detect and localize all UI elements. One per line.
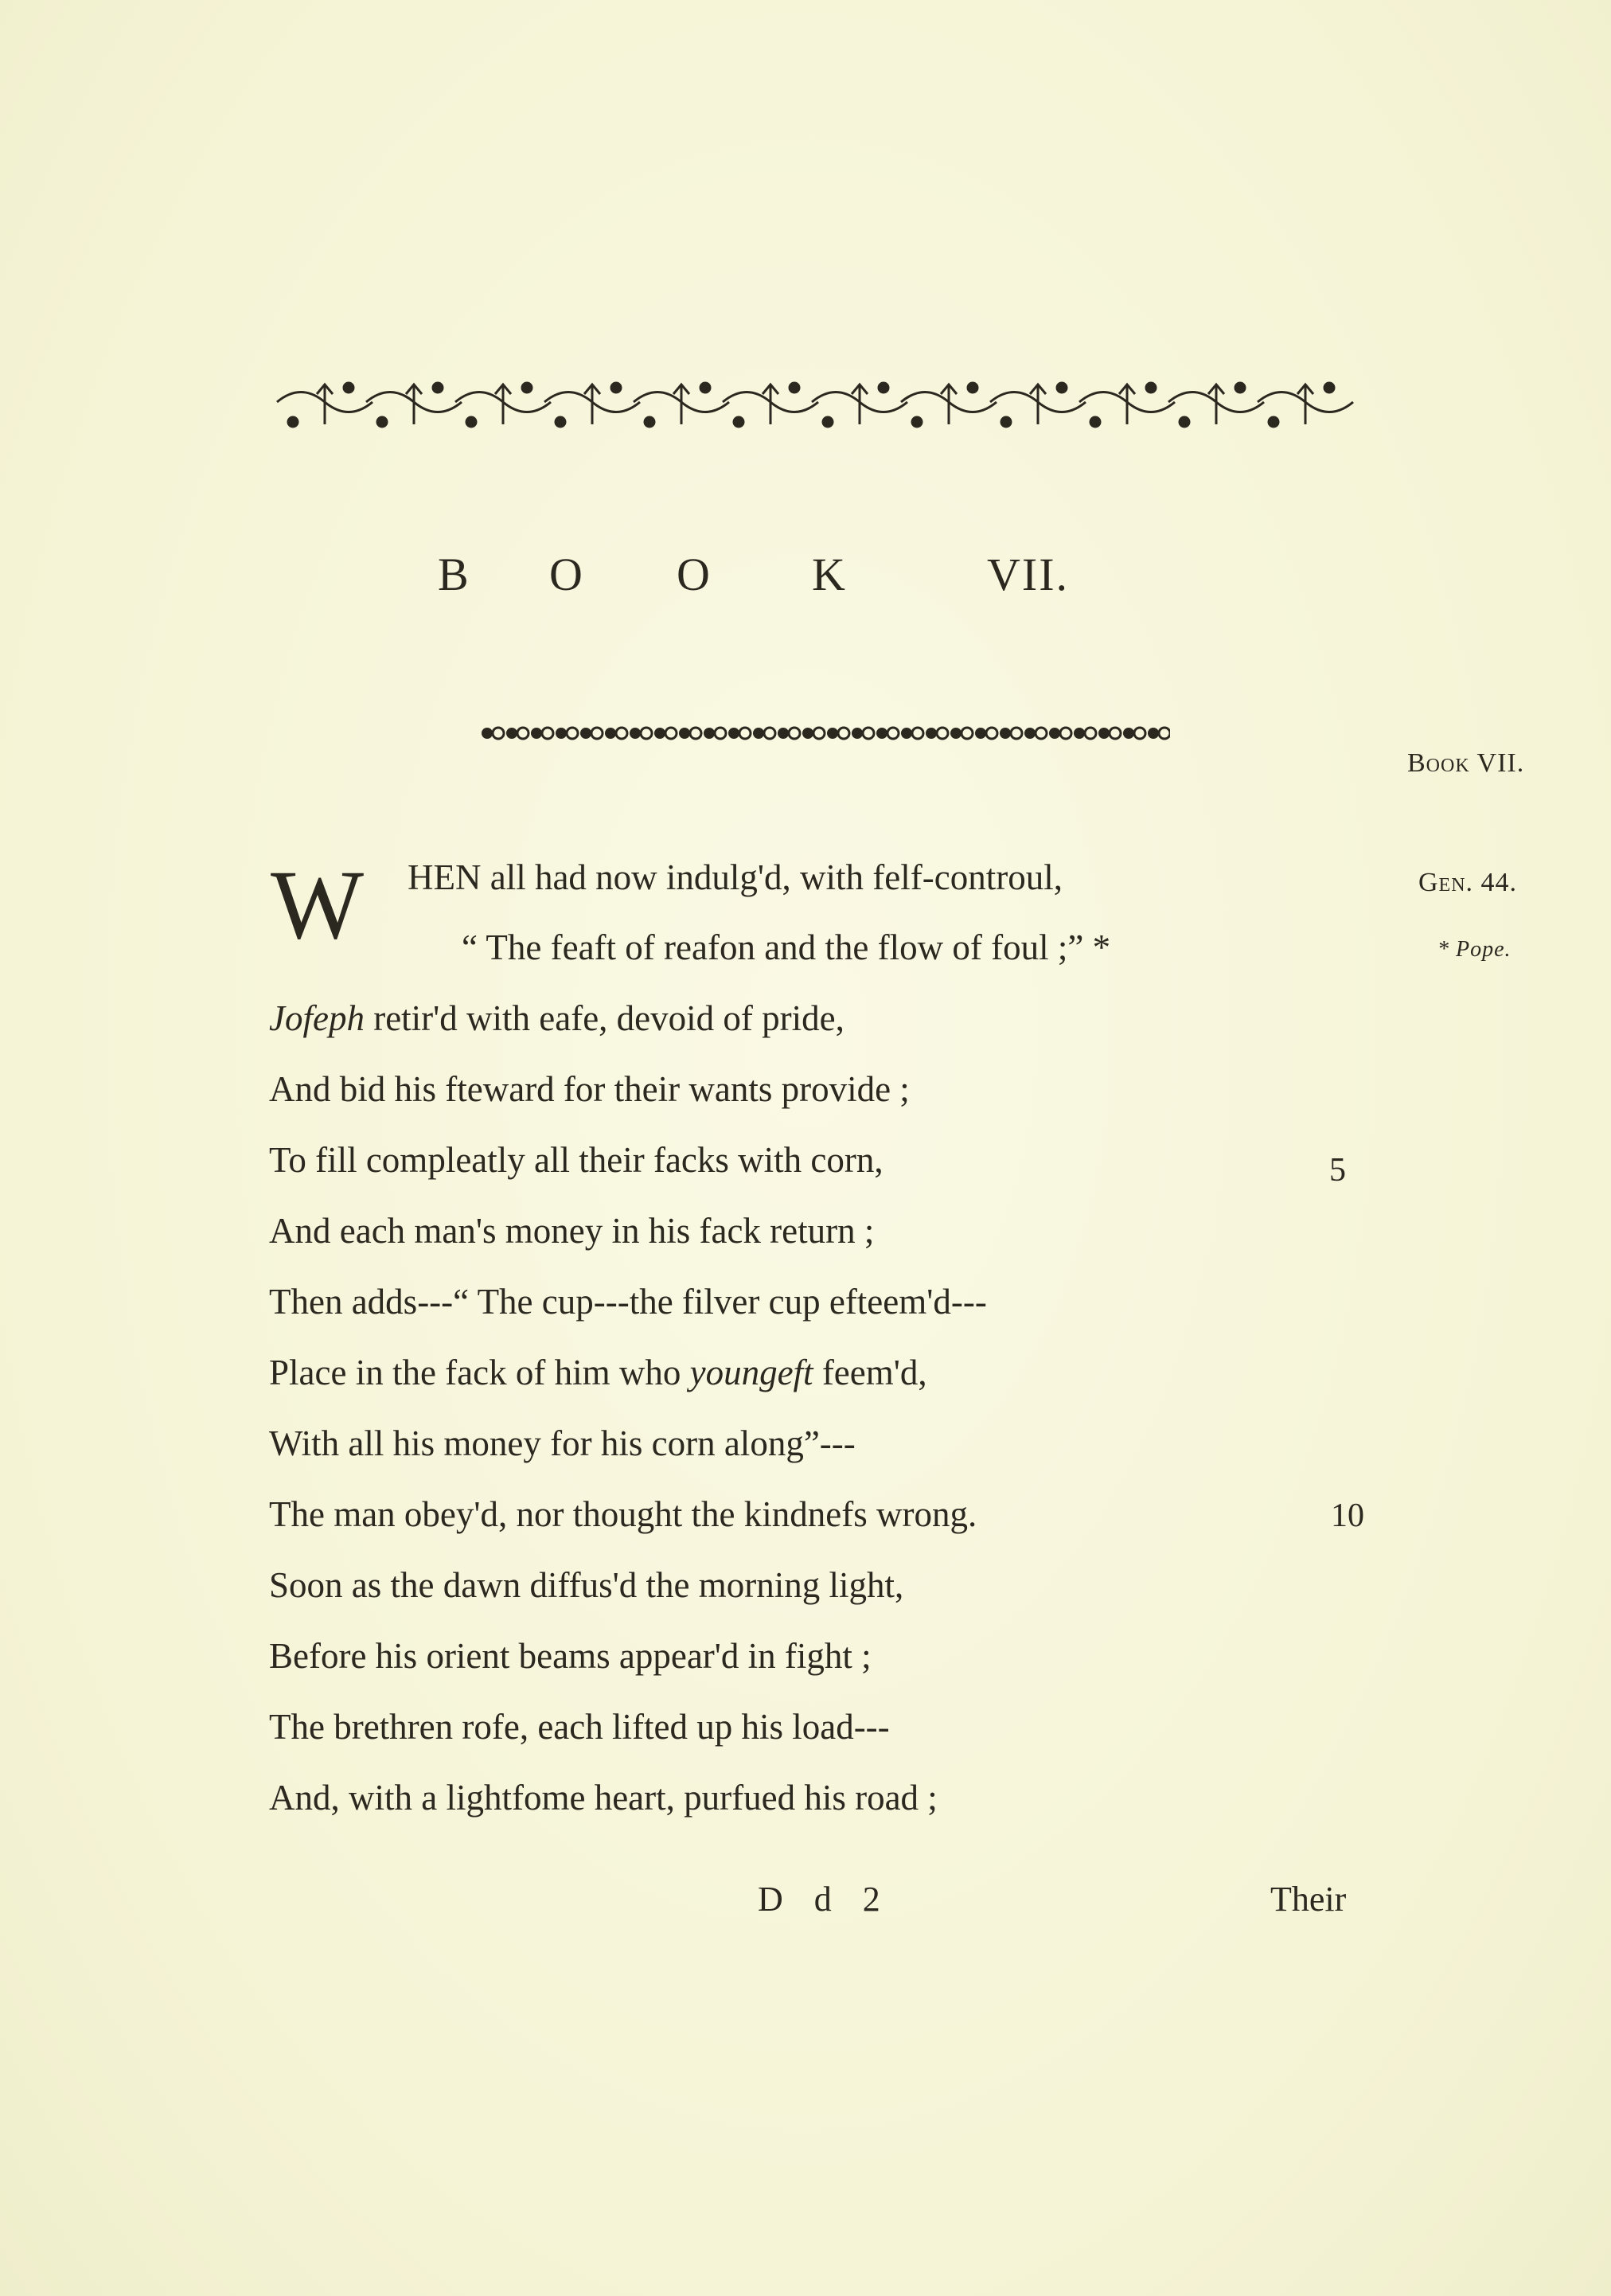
- verse-line: To fill compleatly all their facks with corn,: [269, 1140, 884, 1180]
- verse-line: The man obey'd, nor thought the kindnefs wrong.: [269, 1494, 977, 1534]
- verse-text: Place in the fack of him who: [269, 1353, 690, 1392]
- title-letter: B: [438, 549, 470, 600]
- verse-line: With all his money for his corn along”---: [269, 1423, 856, 1463]
- title-letter: O: [677, 549, 712, 600]
- verse-line: [269, 998, 845, 1038]
- verse-text: retir'd with eafe, devoid of pride,: [364, 998, 845, 1038]
- signature-mark: D d 2: [758, 1880, 891, 1919]
- verse-line: The brethren rofe, each lifted up his load---: [269, 1707, 890, 1747]
- verse-line: And bid his fteward for their wants provide ;: [269, 1069, 910, 1109]
- verse-line: Then adds---“ The cup---the filver cup efteem'd---: [269, 1282, 987, 1322]
- title-letter: O: [549, 549, 584, 600]
- verse-line: And each man's money in his fack return ;: [269, 1211, 875, 1251]
- vine-ornament-icon: [269, 378, 1361, 434]
- drop-cap: W: [271, 850, 365, 959]
- verse-italic: youngeft: [689, 1353, 813, 1392]
- verse-line: Soon as the dawn diffus'd the morning light,: [269, 1565, 904, 1605]
- verse-line: HEN all had now indulg'd, with felf-controul,: [408, 857, 1063, 897]
- line-number: 5: [1329, 1152, 1346, 1189]
- verse-italic: Jofeph: [269, 998, 365, 1038]
- margin-gen-reference: Gen. 44.: [1418, 868, 1518, 897]
- catchword: Their: [1270, 1880, 1347, 1919]
- margin-book-label: Book VII.: [1407, 748, 1525, 778]
- verse-line: Before his orient beams appear'd in fight ;: [269, 1636, 872, 1676]
- title-letter: K: [812, 549, 847, 600]
- margin-pope-note: * Pope.: [1437, 937, 1512, 962]
- line-number: 10: [1331, 1497, 1364, 1534]
- verse-line: And, with a lightfome heart, purfued his road ;: [269, 1778, 938, 1818]
- verse-line: [269, 1355, 927, 1391]
- page-title: [438, 548, 1186, 601]
- verse-line: “ The feaft of reafon and the flow of foul ;” *: [462, 927, 1111, 967]
- verse-text: feem'd,: [813, 1353, 927, 1392]
- ornament-bar-icon: [479, 721, 1170, 745]
- title-letter: VII.: [987, 549, 1070, 600]
